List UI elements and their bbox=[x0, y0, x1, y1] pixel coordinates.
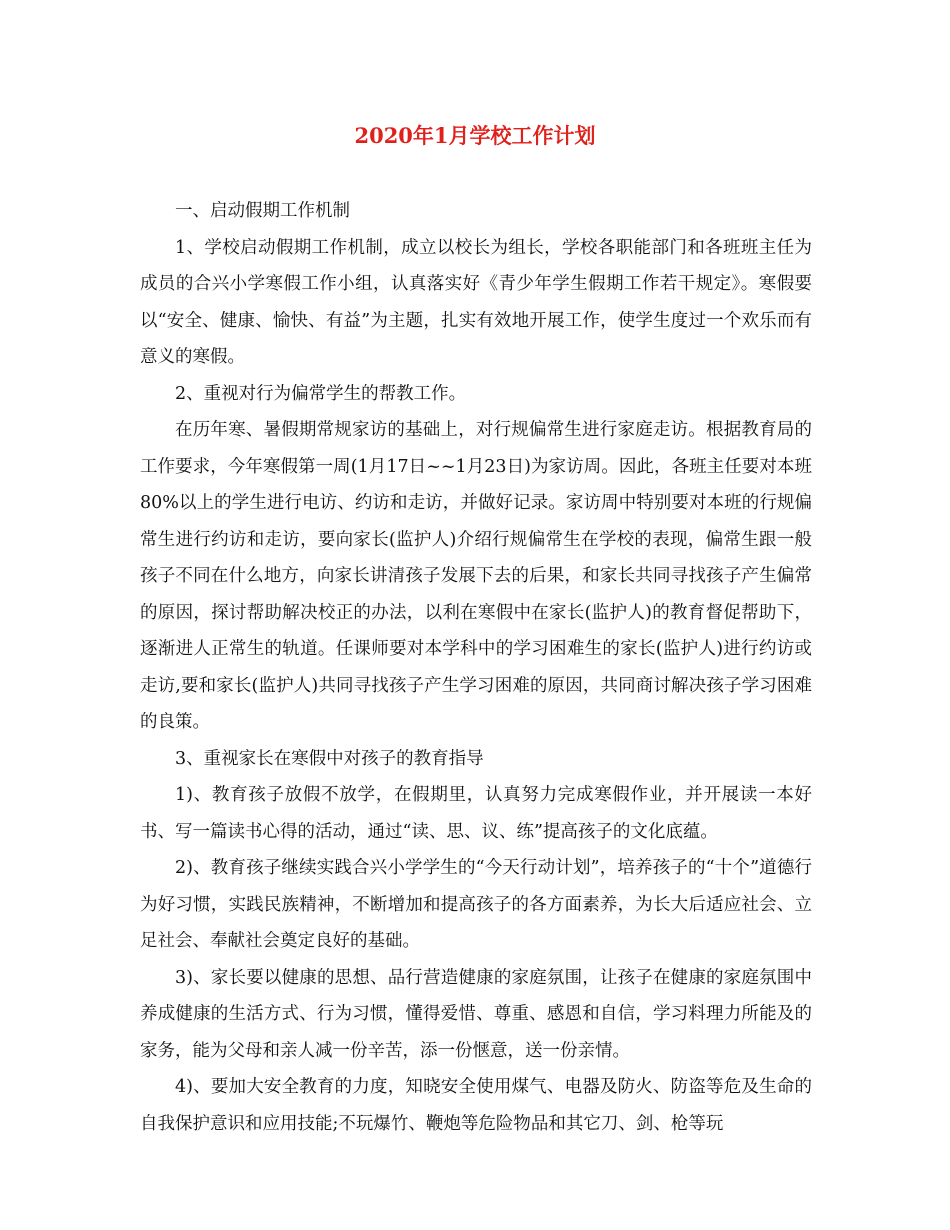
paragraph-4: 3、重视家长在寒假中对孩子的教育指导 bbox=[175, 748, 484, 769]
paragraph-2: 2、重视对行为偏常学生的帮教工作。 bbox=[175, 383, 467, 404]
paragraph-1: 1、学校启动假期工作机制，成立以校长为组长，学校各职能部门和各班班主任为成员的合兴小学寒假工作小组，认真落实好《青少年学生假期工作若干规定》。寒假要以“安全、健康、愉快、有益”为主题，扎实有效地开展工作，使学生度过一个欢乐而有意义的寒假。 bbox=[140, 237, 812, 367]
document-title: 2020年1月学校工作计划 bbox=[354, 123, 596, 148]
paragraph-8: 4)、要加大安全教育的力度，知晓安全使用煤气、电器及防火、防盗等危及生命的自我保护意识和应用技能;不玩爆竹、鞭炮等危险物品和其它刀、剑、枪等玩 bbox=[140, 1077, 812, 1134]
paragraph-6: 2)、教育孩子继续实践合兴小学学生的“今天行动计划”，培养孩子的“十个”道德行为好习惯，实践民族精神，不断增加和提高孩子的各方面素养，为长大后适应社会、立足社会、奉献社会奠定良好的基础。 bbox=[140, 858, 812, 951]
section-heading-1: 一、启动假期工作机制 bbox=[175, 201, 350, 221]
paragraph-7: 3)、家长要以健康的思想、品行营造健康的家庭氛围，让孩子在健康的家庭氛围中养成健康的生活方式、行为习惯，懂得爱惜、尊重、感恩和自信，学习料理力所能及的家务，能为父母和亲人减一份辛苦，添一份惬意，送一份亲情。 bbox=[140, 967, 812, 1061]
paragraph-5: 1)、教育孩子放假不放学，在假期里，认真努力完成寒假作业，并开展读一本好书、写一篇读书心得的活动，通过“读、思、议、练”提高孩子的文化底蕴。 bbox=[140, 785, 812, 842]
document-body bbox=[140, 193, 812, 1142]
paragraph-3: 在历年寒、暑假期常规家访的基础上，对行规偏常生进行家庭走访。根据教育局的工作要求，今年寒假第一周(1月17日~~1月23日)为家访周。因此，各班主任要对本班80%以上的学生进行电访、约访和走访，并做好记录。家访周中特别要对本班的行规偏常生进行约访和走访，要向家长(监护人)介绍行规偏常生在学校的表现，偏常生跟一般孩子不同在什么地方，向家长讲清孩子发展下去的后果，和家长共同寻找孩子产生偏常的原因，探讨帮助解决校正的办法，以利在寒假中在家长(监护人)的教育督促帮助下，逐渐进人正常生的轨道。任课师要对本学科中的学习困难生的家长(监护人)进行约访或走访,要和家长(监护人)共同寻找孩子产生学习困难的原因，共同商讨解决孩子学习困难的良策。 bbox=[140, 420, 812, 732]
